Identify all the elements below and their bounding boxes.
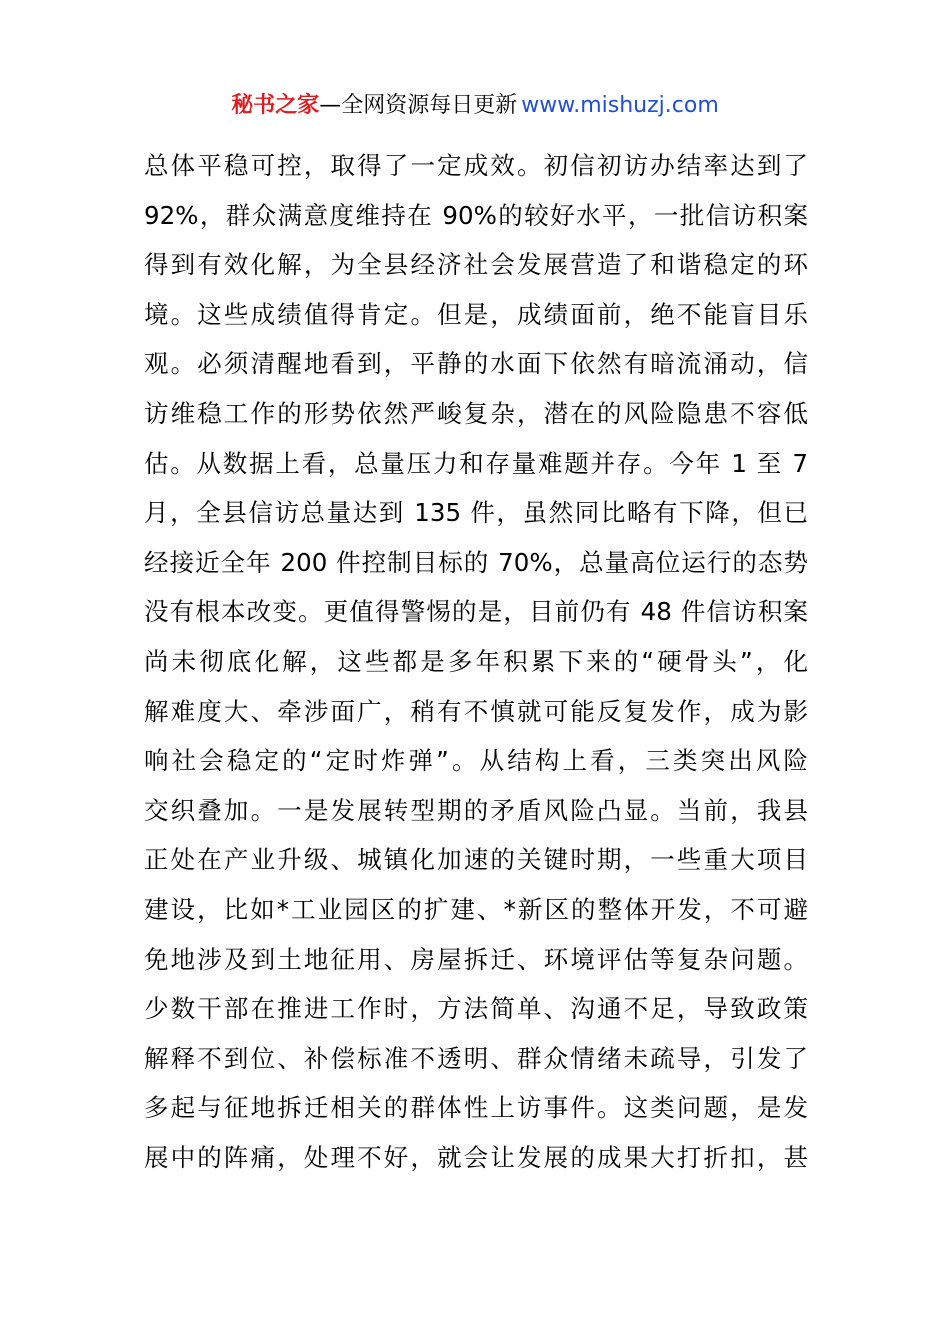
text-line: 多起与征地拆迁相关的群体性上访事件。这类问题，是发	[144, 1093, 808, 1123]
text-line: 经接近全年 200 件控制目标的 70%，总量高位运行的态势	[144, 547, 808, 577]
text-line: 总体平稳可控，取得了一定成效。初信初访办结率达到了	[144, 151, 808, 180]
text-line: 交织叠加。一是发展转型期的矛盾风险凸显。当前，我县	[144, 795, 808, 825]
text-line: 展中的阵痛，处理不好，就会让发展的成果大打折扣，甚	[144, 1142, 808, 1172]
text-line: 估。从数据上看，总量压力和存量难题并存。今年 1 至 7	[144, 448, 808, 478]
body-paragraph	[144, 146, 808, 1187]
text-line: 月，全县信访总量达到 135 件，虽然同比略有下降，但已	[144, 498, 808, 528]
text-line: 免地涉及到土地征用、房屋拆迁、环境评估等复杂问题。	[144, 944, 808, 974]
text-line: 正处在产业升级、城镇化加速的关键时期，一些重大项目	[144, 845, 808, 875]
text-line: 建设，比如*工业园区的扩建、*新区的整体开发，不可避	[144, 894, 808, 924]
text-line: 境。这些成绩值得肯定。但是，成绩面前，绝不能盲目乐	[144, 299, 808, 329]
text-line: 92%，群众满意度维持在 90%的较好水平，一批信访积案	[144, 200, 808, 230]
brand-name: 秘书之家	[231, 93, 320, 118]
header-tagline: —全网资源每日更新	[319, 93, 518, 118]
page-header	[0, 86, 950, 126]
site-url-link[interactable]: www.mishuzj.com	[521, 93, 719, 118]
text-line: 访维稳工作的形势依然严峻复杂，潜在的风险隐患不容低	[144, 398, 808, 428]
text-line: 解难度大、牵涉面广，稍有不慎就可能反复发作，成为影	[144, 696, 808, 726]
text-line: 没有根本改变。更值得警惕的是，目前仍有 48 件信访积案	[144, 597, 808, 627]
text-line: 得到有效化解，为全县经济社会发展营造了和谐稳定的环	[144, 250, 808, 280]
text-line: 响社会稳定的“定时炸弹”。从结构上看，三类突出风险	[144, 746, 808, 776]
text-line: 少数干部在推进工作时，方法简单、沟通不足，导致政策	[144, 994, 808, 1024]
text-line: 尚未彻底化解，这些都是多年积累下来的“硬骨头”，化	[144, 646, 808, 676]
text-line: 观。必须清醒地看到，平静的水面下依然有暗流涌动，信	[144, 349, 808, 379]
text-line: 解释不到位、补偿标准不透明、群众情绪未疏导，引发了	[144, 1043, 808, 1073]
